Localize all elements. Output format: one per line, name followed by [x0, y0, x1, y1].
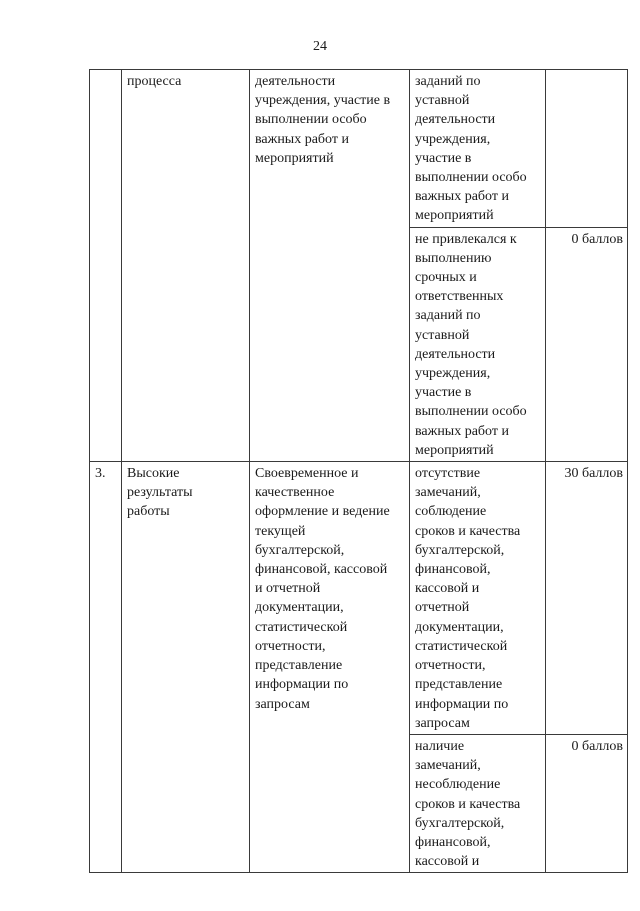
text-line: запросам [255, 696, 310, 712]
text-line: мероприятий [415, 208, 494, 224]
cell-number: 3. [90, 462, 122, 873]
text-line: отсутствие [415, 466, 481, 482]
table-row-3 [90, 462, 628, 735]
cell-evaluation [410, 462, 546, 735]
table-row-continued [90, 70, 628, 228]
text-line: Своевременное и [255, 466, 359, 482]
text-line: представление [415, 677, 503, 693]
text-line: бухгалтерской, [415, 542, 505, 558]
text-line: сроков и качества [415, 523, 521, 539]
text-line: информации по [255, 677, 349, 693]
cell-criterion-name [122, 70, 250, 462]
criteria-table [89, 69, 628, 873]
text-line: учреждения, [415, 131, 491, 147]
text-line: качественное [255, 485, 335, 501]
page-number: 24 [313, 39, 327, 54]
text-line: не привлекался к [415, 231, 517, 247]
text-line: и отчетной [255, 581, 321, 597]
text-line: срочных и [415, 270, 477, 286]
text-line: сроков и качества [415, 796, 521, 812]
text-line: несоблюдение [415, 777, 501, 793]
cell-criterion-condition [250, 462, 410, 873]
text-line: уставной [415, 93, 470, 109]
text-line: документации, [255, 600, 344, 616]
text-line: заданий по [415, 308, 481, 324]
text-line: статистической [415, 638, 508, 654]
text-line: замечаний, [415, 758, 481, 774]
text-line: деятельности [415, 112, 496, 128]
text-line: кассовой и [415, 854, 480, 870]
cell-criterion-condition [250, 70, 410, 462]
text-line: Высокие [127, 466, 180, 482]
text-line: мероприятий [255, 150, 334, 166]
text-line: важных работ и [415, 189, 509, 205]
text-line: важных работ и [415, 423, 509, 439]
text-line: отчетной [415, 600, 470, 616]
text-line: деятельности [415, 346, 496, 362]
text-line: заданий по [415, 74, 481, 89]
text-line: бухгалтерской, [255, 542, 345, 558]
cell-evaluation [410, 227, 546, 461]
text-line: мероприятий [415, 442, 494, 458]
cell-evaluation [410, 734, 546, 872]
cell-number [90, 70, 122, 462]
text-line: статистической [255, 619, 348, 635]
text-line: участие в [415, 385, 472, 401]
text-line: отчетности, [255, 638, 326, 654]
text-line: выполнению [415, 250, 492, 266]
text-line: деятельности [255, 74, 336, 89]
text-line: учреждения, [415, 366, 491, 382]
cell-points: 0 баллов [546, 227, 628, 461]
text-line: выполнении особо [415, 170, 527, 186]
cell-points [546, 70, 628, 228]
text-line: участие в [415, 150, 472, 166]
text-line: кассовой и [415, 581, 480, 597]
text-line: выполнении особо [255, 112, 367, 128]
text-line: уставной [415, 327, 470, 343]
text-line: отчетности, [415, 658, 486, 674]
text-line: финансовой, [415, 562, 491, 578]
text-line: выполнении особо [415, 404, 527, 420]
text-line: результаты [127, 485, 193, 501]
cell-evaluation [410, 70, 546, 228]
text-line: наличие [415, 738, 465, 754]
cell-criterion-name [122, 462, 250, 873]
cell-points: 0 баллов [546, 734, 628, 872]
text-line: учреждения, участие в [255, 93, 391, 109]
text-line: соблюдение [415, 504, 487, 520]
text-line: документации, [415, 619, 504, 635]
text-line: бухгалтерской, [415, 815, 505, 831]
text-line: представление [255, 658, 343, 674]
text-line: оформление и ведение [255, 504, 390, 520]
text-line: замечаний, [415, 485, 481, 501]
text-line: текущей [255, 523, 306, 539]
text-line: ответственных [415, 289, 504, 305]
text-line: запросам [415, 715, 470, 731]
text-line: работы [127, 504, 170, 520]
text-line: финансовой, кассовой [255, 562, 388, 578]
text-line: финансовой, [415, 834, 491, 850]
cell-points: 30 баллов [546, 462, 628, 735]
text-line: процесса [127, 74, 182, 89]
text-line: важных работ и [255, 131, 349, 147]
text-line: информации по [415, 696, 509, 712]
